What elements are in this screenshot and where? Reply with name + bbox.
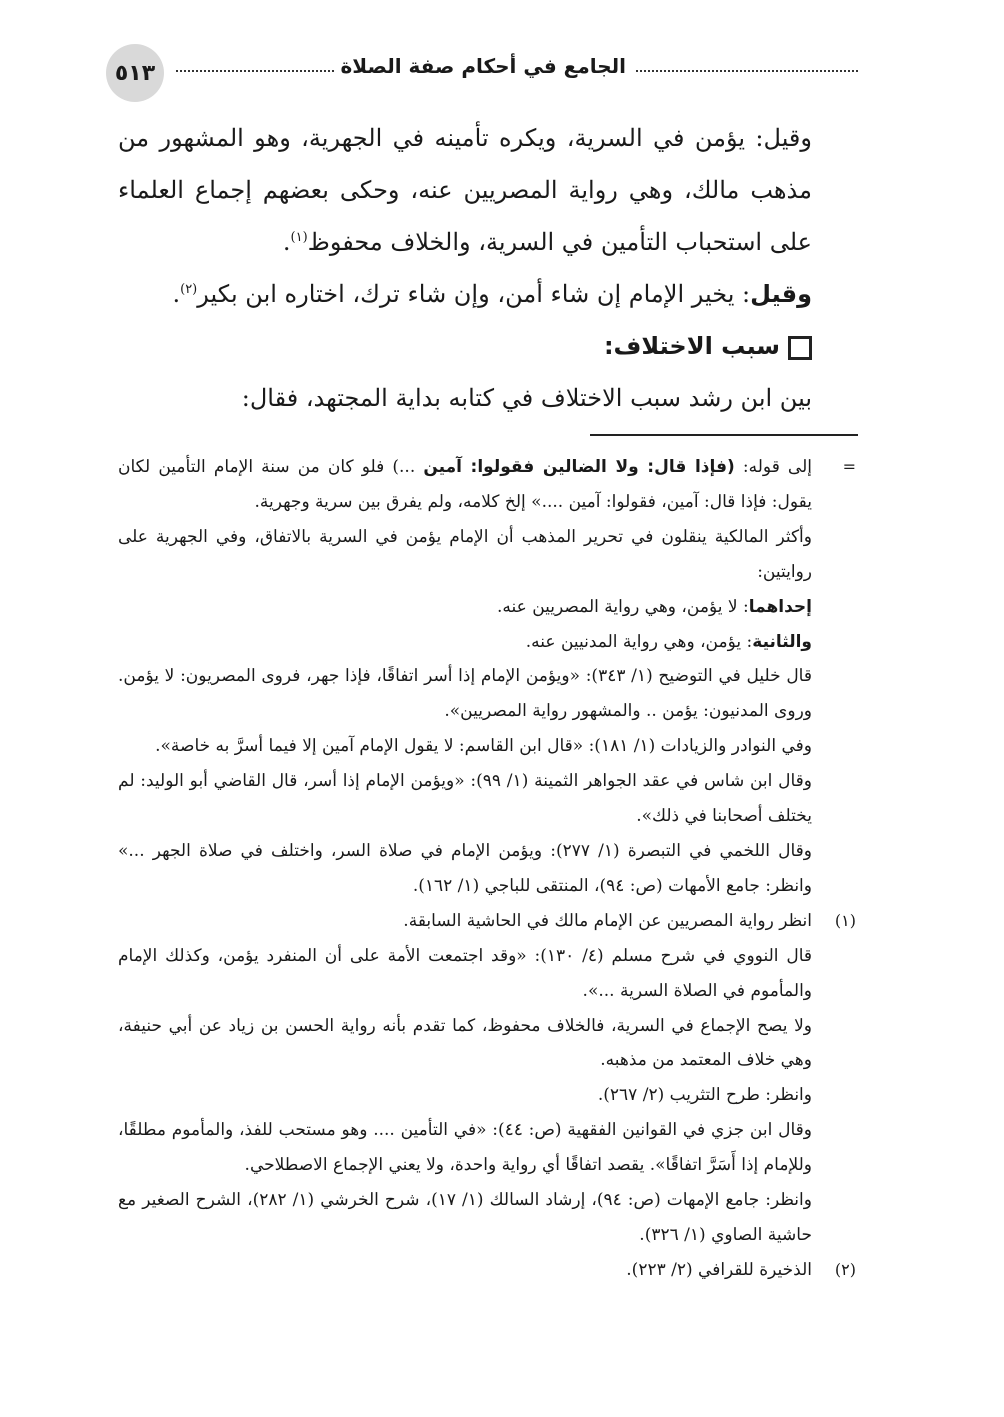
footnote-continuation-6: وفي النوادر والزيادات (١/ ١٨١): «قال ابن القاسم: لا يقول الإمام آمين إلا فيما أسرَّ به خاصة».: [155, 736, 812, 757]
page-number: ٥١٣: [106, 44, 164, 102]
footnote-1-line-4: وانظر: طرح التثريب (٢/ ٢٦٧).: [597, 1085, 812, 1106]
section-heading-text: سبب الاختلاف:: [603, 332, 780, 360]
header-dots-right: [636, 70, 858, 72]
footnote-1-line-3: ولا يصح الإجماع في السرية، فالخلاف محفوظ، كما تقدم بأنه رواية الحسن بن زياد عن أبي حنيفة، وهي خلاف المعتمد من مذهبه.: [118, 1015, 812, 1071]
footnote-1: (١) انظر رواية المصريين عن الإمام مالك في الحاشية السابقة.: [118, 904, 858, 939]
main-text: [118, 112, 858, 424]
paragraph-3: بين ابن رشد سبب الاختلاف في كتابه بداية المجتهد، فقال:: [241, 384, 812, 412]
paragraph-2-text: : يخير الإمام إن شاء أمن، وإن شاء ترك، اختاره ابن بكير: [197, 280, 751, 308]
paragraph-2-end: .: [172, 280, 181, 308]
footnote-continuation-8: وقال اللخمي في التبصرة (١/ ٢٧٧): ويؤمن الإمام في صلاة السر، واختلف في صلاة الجهر ...» وانظر: جامع الأمهات (ص: ٩٤)، المنتقى للباجي (١/ ١٦٢).: [118, 840, 812, 896]
footnote-continuation-3: إحداهما: لا يؤمن، وهي رواية المصريين عنه.: [497, 596, 812, 617]
paragraph-2-lead: وقيل: [750, 280, 812, 308]
continuation-marker: =: [842, 457, 856, 476]
header-dots-left: [176, 70, 342, 72]
paragraph-2: [118, 268, 858, 320]
footnote-2-marker: (٢): [834, 1259, 856, 1279]
header-title: الجامع في أحكام صفة الصلاة: [335, 54, 633, 78]
footnotes: [118, 450, 858, 1288]
footnote-1-line-5: وقال ابن جزي في القوانين الفقهية (ص: ٤٤): «في التأمين .... وهو مستحب للفذ، والمأموم مطلقًا، وللإمام إذا أَسَرَّ اتفاقًا». يقصد اتفاقًا أي رواية واحدة، ولا يعني الإجماع الاصطلاحي.: [118, 1120, 812, 1176]
footnote-1-line-6: وانظر: جامع الإمهات (ص: ٩٤)، إرشاد السالك (١/ ١٧)، شرح الخرشي (١/ ٢٨٢)، الشرح الصغير مع حاشية الصاوي (١/ ٣٢٦).: [118, 1190, 812, 1245]
footnote-2: (٢) الذخيرة للقرافي (٢/ ٢٢٣).: [118, 1253, 858, 1288]
checkbox-icon: [788, 336, 812, 360]
footnote-ref-2: (٢): [180, 282, 198, 297]
footnote-ref-1: (١): [290, 230, 308, 245]
footnote-continuation-5: قال خليل في التوضيح (١/ ٣٤٣): «ويؤمن الإمام إذا أسر اتفاقًا، فإذا جهر، فروى المصريون: لا يؤمن. وروى المدنيون: يؤمن .. والمشهور رواية المصريين».: [118, 666, 812, 722]
footnote-1-line-2: قال النووي في شرح مسلم (٤/ ١٣٠): «وقد اجتمعت الأمة على أن المنفرد يؤمن، وكذلك الإمام والمأموم في الصلاة السرية ...».: [118, 945, 812, 1001]
section-heading: [118, 320, 858, 372]
footnote-1-marker: (١): [834, 910, 856, 930]
footnote-continuation-4: والثانية: يؤمن، وهي رواية المدنيين عنه.: [525, 631, 812, 652]
footnote-continuation-7: وقال ابن شاس في عقد الجواهر الثمينة (١/ ٩٩): «ويؤمن الإمام إذا أسر، قال القاضي أبو الوليد: لم يختلف أصحابنا في ذلك».: [118, 771, 812, 827]
paragraph-1: [118, 112, 858, 268]
footnote-separator: [590, 434, 858, 436]
paragraph-1-text: وقيل: يؤمن في السرية، ويكره تأمينه في الجهرية، وهو المشهور من مذهب مالك، وهي رواية المصريين عنه، وحكى بعضهم إجماع العلماء على استحباب التأمين في السرية، والخلاف محفوظ: [118, 124, 812, 256]
footnote-continuation-2: وأكثر المالكية ينقلون في تحرير المذهب أن الإمام يؤمن في السرية بالاتفاق، وفي الجهرية على روايتين:: [118, 526, 812, 582]
paragraph-1-end: .: [282, 228, 291, 256]
quote-bold: (فإذا قال: ولا الضالين فقولوا: آمين: [423, 457, 735, 477]
footnote-continuation-1: = إلى قوله: (فإذا قال: ولا الضالين فقولوا: آمين ...) فلو كان من سنة الإمام التأمين لكان يقول: فإذا قال: آمين، فقولوا: آمين ....» إلخ كلامه، ولم يفرق بين سرية وجهرية.: [118, 450, 858, 520]
page-header: [106, 44, 858, 100]
